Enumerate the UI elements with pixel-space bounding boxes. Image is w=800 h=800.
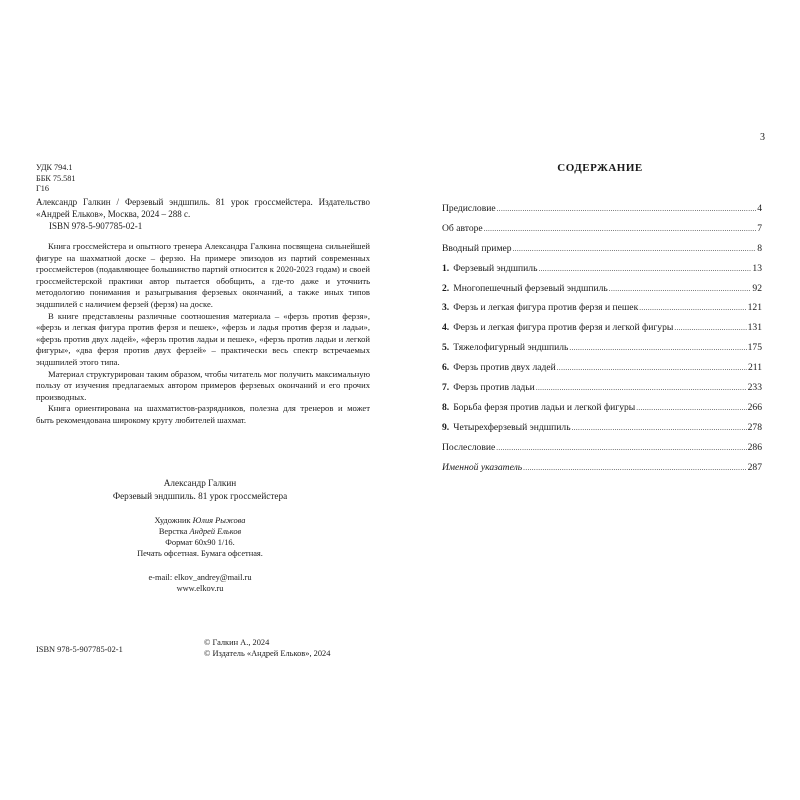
toc-dot-leader — [496, 442, 746, 453]
classification-codes — [36, 163, 75, 195]
toc-dot-leader — [536, 382, 747, 393]
annotation-paragraph: Книга ориентирована на шахматистов-разрядников, полезна для тренеров и может быть рекомендована широкому кругу любителей шахмат. — [36, 403, 370, 425]
toc-entry-title: Борьба ферзя против ладьи и легкой фигуры — [453, 401, 636, 413]
toc-entry-title: Ферзь против ладьи — [453, 382, 535, 394]
toc-dot-leader — [636, 402, 746, 413]
credit-book-title: Ферзевый эндшпиль. 81 урок гроссмейстера — [112, 491, 288, 501]
toc-entry — [442, 442, 762, 462]
toc-entry-title: Ферзь и легкая фигура против ферзя и легкой фигуры — [453, 322, 674, 334]
author-mark: Г16 — [36, 184, 49, 193]
toc-entry-number: 1. — [442, 262, 450, 274]
layout-name: Андрей Ельков — [189, 527, 242, 536]
toc-entry — [442, 402, 762, 422]
table-of-contents — [442, 203, 762, 481]
toc-entry — [442, 422, 762, 442]
toc-entry-title: Многопешечный ферзевый эндшпиль — [453, 282, 608, 294]
annotation-paragraph: Книга гроссмейстера и опытного тренера Александра Галкина посвящена сильнейшей фигуре на шахматной доске – ферзю. На примере эпизодов из партий современных гроссмейстеров (подавляющее большинство партий относится к 2020-2023 годам) и своей гроссмейстерской практики автор пытается обобщить, а где-то даже и уточнить методологию понимания и разыгрывания ферзевых окончаний, а также иных типов эндшпилей с наличием ферзей (ферзя) на доске. — [36, 241, 370, 309]
toc-entry — [442, 302, 762, 322]
bbk-code: ББК 75.581 — [36, 173, 76, 183]
toc-entry-title: Предисловие — [442, 203, 496, 214]
toc-dot-leader — [538, 263, 751, 274]
toc-entry-number: 7. — [442, 382, 450, 394]
isbn-bottom: ISBN 978-5-907785-02-1 — [36, 645, 123, 654]
toc-dot-leader — [513, 243, 757, 254]
toc-entry-page: 266 — [747, 401, 762, 413]
bibliographic-record — [36, 196, 370, 232]
toc-entry-title: Четырехферзевый эндшпиль — [453, 421, 571, 433]
toc-entry-page: 121 — [747, 302, 762, 314]
artist-name: Юлия Рыжова — [192, 516, 246, 525]
toc-dot-leader — [484, 223, 757, 234]
page-number: 3 — [760, 132, 765, 143]
toc-entry-page: 8 — [757, 242, 762, 254]
print-line: Печать офсетная. Бумага офсетная. — [137, 549, 263, 558]
udk-code: УДК 794.1 — [36, 163, 73, 172]
book-credit — [0, 477, 400, 503]
toc-entry-title: Послесловие — [442, 441, 496, 453]
toc-entry-page: 7 — [757, 222, 762, 234]
annotation — [36, 241, 370, 427]
layout-label: Верстка — [158, 527, 188, 536]
toc-dot-leader — [497, 203, 757, 214]
toc-title: СОДЕРЖАНИЕ — [557, 162, 643, 174]
production-credits — [0, 515, 400, 594]
artist-line — [0, 515, 400, 526]
toc-entry-page: 13 — [752, 262, 762, 274]
toc-entry-page: 286 — [747, 441, 762, 453]
toc-entry-number: 4. — [442, 322, 450, 334]
artist-label: Художник — [154, 516, 191, 525]
toc-entry — [442, 342, 762, 362]
toc-dot-leader — [569, 342, 746, 353]
copyright-publisher: © Издатель «Андрей Ельков», 2024 — [204, 649, 331, 658]
spacer — [0, 559, 400, 572]
toc-entry-title: Именной указатель — [442, 461, 523, 473]
toc-entry — [442, 322, 762, 342]
annotation-paragraph: В книге представлены различные соотношения материала – «ферзь против ферзя», «ферзь и легкая фигура против ферзя и пешек», «ферзь и ладья против ферзя и ладьи», «ферзь против двух ладей», «ферзь против ладьи и пешек», «ферзь против ладьи и легкой фигуры», «два ферзя против двух ферзей» – практически весь спектр встречаемых эндшпилей этого типа. — [36, 310, 370, 367]
toc-entry-page: 278 — [747, 421, 762, 433]
toc-entry-number: 5. — [442, 342, 450, 354]
toc-entry — [442, 243, 762, 263]
toc-entry-number: 2. — [442, 282, 450, 294]
credit-author-name: Александр Галкин — [163, 478, 237, 488]
toc-entry-page: 233 — [747, 382, 762, 394]
toc-entry — [442, 283, 762, 303]
toc-dot-leader — [523, 462, 746, 473]
toc-entry-title: Ферзь и легкая фигура против ферзя и пешек — [453, 302, 639, 314]
bibliographic-text: Александр Галкин / Ферзевый эндшпиль. 81 урок гроссмейстера. Издательство «Андрей Ельков», Москва, 2024 – 288 с. — [36, 197, 370, 219]
toc-entry-title: Вводный пример — [442, 242, 512, 254]
toc-dot-leader — [674, 322, 746, 333]
format-line: Формат 60х90 1/16. — [165, 538, 235, 547]
toc-entry-page: 131 — [747, 322, 762, 334]
toc-entry-page: 175 — [747, 342, 762, 354]
toc-dot-leader — [557, 362, 747, 373]
toc-dot-leader — [639, 302, 746, 313]
layout-line — [0, 526, 400, 537]
toc-entry — [442, 382, 762, 402]
toc-entry — [442, 362, 762, 382]
isbn-line: ISBN 978-5-907785-02-1 — [49, 221, 143, 231]
site-line: www.elkov.ru — [176, 584, 224, 593]
toc-entry-number: 6. — [442, 362, 450, 374]
toc-dot-leader — [609, 283, 752, 294]
annotation-paragraph: Материал структурирован таким образом, чтобы читатель мог получить максимальную пользу от изучения предлагаемых автором примеров ферзевых окончаний и его прочих производных. — [36, 368, 370, 402]
email-line: e-mail: elkov_andrey@mail.ru — [148, 573, 252, 582]
copyright-author: © Галкин А., 2024 — [204, 638, 270, 647]
toc-entry-number: 9. — [442, 421, 450, 433]
toc-entry — [442, 223, 762, 243]
toc-entry-title: Тяжелофигурный эндшпиль — [453, 342, 569, 354]
toc-entry-title: Об авторе — [442, 222, 483, 234]
toc-entry — [442, 263, 762, 283]
toc-dot-leader — [572, 422, 747, 433]
toc-entry-page: 92 — [752, 282, 762, 294]
toc-entry-number: 8. — [442, 401, 450, 413]
toc-entry-title: Ферзевый эндшпиль — [453, 262, 538, 274]
toc-entry — [442, 462, 762, 482]
toc-entry-title: Ферзь против двух ладей — [453, 362, 556, 374]
toc-entry-page: 4 — [757, 203, 762, 214]
toc-entry-number: 3. — [442, 302, 450, 314]
toc-entry — [442, 203, 762, 223]
toc-entry-page: 287 — [747, 461, 762, 473]
copyright-block — [204, 637, 330, 659]
toc-entry-page: 211 — [747, 362, 762, 374]
right-page — [400, 0, 800, 800]
